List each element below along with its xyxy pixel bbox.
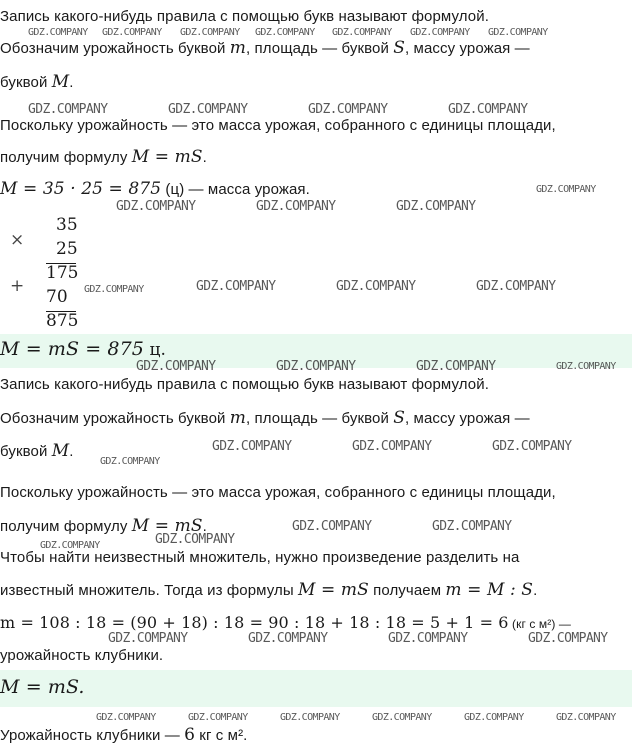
calc-row: 35 [56,215,78,235]
watermark: GDZ.COMPANY [276,359,356,374]
watermark: GDZ.COMPANY [196,279,276,294]
watermark: GDZ.COMPANY [108,631,188,646]
calc-row: 175 [46,263,79,283]
watermark: GDZ.COMPANY [168,102,248,117]
watermark: GDZ.COMPANY [292,519,372,534]
watermark: GDZ.COMPANY [432,519,512,534]
watermark: GDZ.COMPANY [248,631,328,646]
watermark: GDZ.COMPANY [40,540,100,551]
variable-m: m [229,408,247,428]
watermark: GDZ.COMPANY [100,456,160,467]
paragraph-line: буквой M. [0,441,74,461]
watermark: GDZ.COMPANY [280,712,340,723]
watermark: GDZ.COMPANY [255,27,315,38]
watermark: GDZ.COMPANY [488,27,548,38]
final-answer: Урожайность клубники — 6 кг с м². [0,725,248,745]
paragraph-line: получим формулу M = mS. [0,516,207,536]
calc-row: 875 [46,311,79,331]
paragraph-line: известный множитель. Тогда из формулы M = mS получаем m = M : S. [0,580,538,600]
watermark: GDZ.COMPANY [372,712,432,723]
formula: M = mS [131,147,203,167]
watermark: GDZ.COMPANY [96,712,156,723]
paragraph-line: получим формулу M = mS. [0,147,207,167]
paragraph-line: Запись какого-нибудь правила с помощью букв называют формулой. [0,8,489,25]
variable-m: m [229,38,247,58]
variable-M: M [51,72,70,92]
watermark: GDZ.COMPANY [155,532,235,547]
variable-S: S [393,408,405,428]
watermark: GDZ.COMPANY [212,439,292,454]
watermark: GDZ.COMPANY [188,712,248,723]
watermark: GDZ.COMPANY [332,27,392,38]
watermark: GDZ.COMPANY [180,27,240,38]
watermark: GDZ.COMPANY [448,102,528,117]
watermark: GDZ.COMPANY [410,27,470,38]
paragraph-line: буквой M. [0,72,74,92]
paragraph-line: Обозначим урожайность буквой m, площадь — буквой S, массу урожая — [0,38,530,58]
watermark: GDZ.COMPANY [396,199,476,214]
mass-calculation: M = 35 · 25 = 875 (ц) — масса урожая. [0,179,310,199]
watermark: GDZ.COMPANY [336,279,416,294]
watermark: GDZ.COMPANY [464,712,524,723]
watermark: GDZ.COMPANY [492,439,572,454]
answer-2: M = mS. [0,676,85,698]
watermark: GDZ.COMPANY [256,199,336,214]
formula: M = mS [131,516,203,536]
paragraph-line: урожайность клубники. [0,647,164,664]
watermark: GDZ.COMPANY [28,102,108,117]
watermark: GDZ.COMPANY [352,439,432,454]
paragraph-line: Поскольку урожайность — это масса урожая, собранного с единицы площади, [0,484,556,501]
yield-calculation: m = 108 : 18 = (90 + 18) : 18 = 90 : 18 + 18 : 18 = 5 + 1 = 6 (кг с м²) — [0,613,571,632]
watermark: GDZ.COMPANY [556,712,616,723]
watermark: GDZ.COMPANY [388,631,468,646]
paragraph-line: Запись какого-нибудь правила с помощью букв называют формулой. [0,376,489,393]
watermark: GDZ.COMPANY [556,361,616,372]
watermark: GDZ.COMPANY [476,279,556,294]
watermark: GDZ.COMPANY [116,199,196,214]
watermark: GDZ.COMPANY [84,284,144,295]
answer-highlight-2 [0,670,632,707]
paragraph-line: Поскольку урожайность — это масса урожая, собранного с единицы площади, [0,117,556,134]
paragraph-line: Чтобы найти неизвестный множитель, нужно произведение разделить на [0,549,520,566]
watermark: GDZ.COMPANY [136,359,216,374]
watermark: GDZ.COMPANY [102,27,162,38]
variable-S: S [393,38,405,58]
times-sign: × [10,230,25,250]
watermark: GDZ.COMPANY [308,102,388,117]
watermark: GDZ.COMPANY [536,184,596,195]
paragraph-line: Обозначим урожайность буквой m, площадь — буквой S, массу урожая — [0,408,530,428]
variable-M: M [51,441,70,461]
plus-sign: + [10,276,25,296]
calc-row: 70 [46,287,68,307]
calc-row: 25 [56,239,78,259]
watermark: GDZ.COMPANY [416,359,496,374]
watermark: GDZ.COMPANY [528,631,608,646]
answer-1: M = mS = 875 ц. [0,338,166,360]
watermark: GDZ.COMPANY [28,27,88,38]
